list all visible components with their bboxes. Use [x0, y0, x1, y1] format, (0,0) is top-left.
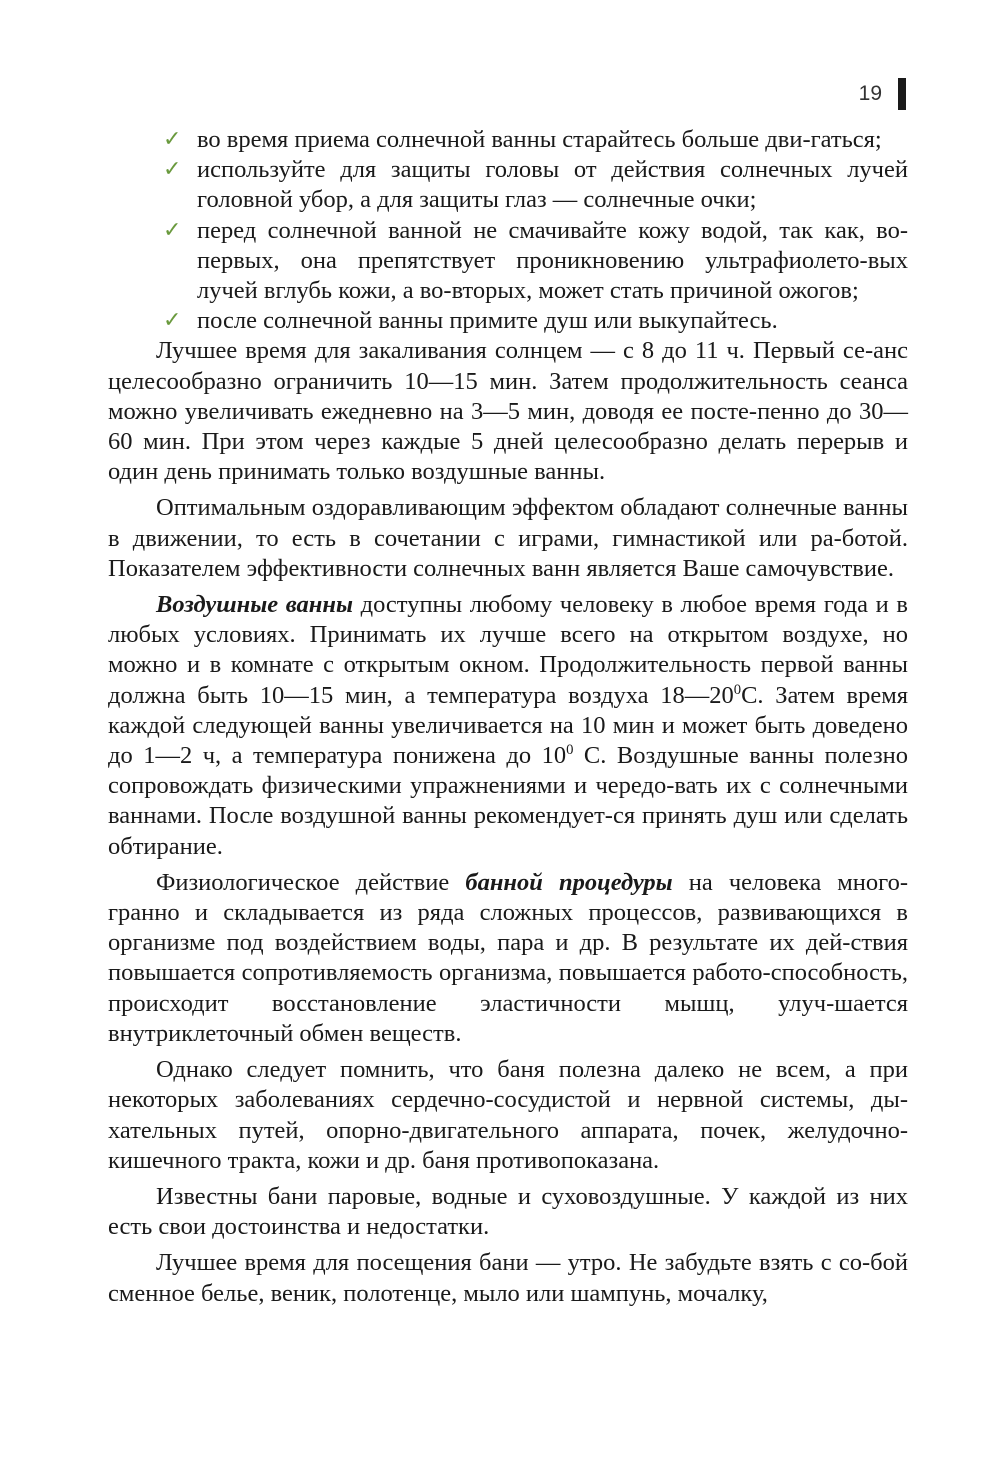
term-bath-procedure: банной процедуры	[465, 868, 673, 896]
check-icon: ✓	[163, 217, 182, 243]
list-item-text: перед солнечной ванной не смачивайте кожу водой, так как, во-первых, она препятствует проникновению ультрафиолето-вых лучей вглубь кожи, а во-вторых, может стать причиной ожогов;	[197, 216, 908, 305]
list-item-text: после солнечной ванны примите душ или выкупайтесь.	[197, 307, 778, 335]
check-icon: ✓	[163, 157, 182, 183]
check-icon: ✓	[163, 308, 182, 334]
list-item	[108, 216, 908, 307]
page-number-bar	[898, 78, 906, 110]
check-icon: ✓	[163, 127, 182, 152]
page-content	[108, 125, 908, 1309]
paragraph-sun-effect: Оптимальным оздоравливающим эффектом обладают солнечные ванны в движении, то есть в сочетании с играми, гимнастикой или ра-ботой. Показателем эффективности солнечных ванн является Ваше самочувствие.	[108, 494, 908, 582]
list-item	[108, 155, 908, 215]
paragraph-text: на человека много-гранно и складывается из ряда сложных процессов, развивающихся в организме под воздействием воды, пара и др. В результате их дей-ствия повышается сопротивляемость организма, повышается работо-способность, происходит восстановление эластичности мышц, улуч-шается внутриклеточный обмен веществ.	[108, 868, 909, 1047]
list-item-text: во время приема солнечной ванны старайтесь больше дви-гаться;	[197, 126, 882, 153]
page-number: 19	[858, 82, 882, 105]
paragraph-text: Физиологическое действие	[156, 868, 466, 896]
paragraph-bath-types: Известны бани паровые, водные и суховоздушные. У каждой из них есть свои достоинства и недостатки.	[108, 1182, 908, 1241]
bullet-list	[108, 125, 908, 336]
paragraph-air-baths	[108, 590, 908, 862]
term-air-baths: Воздушные ванны	[156, 591, 353, 619]
paragraph-bath-physiology	[108, 868, 908, 1049]
paragraph-bath-visit: Лучшее время для посещения бани — утро. Не забудьте взять с со-бой сменное белье, веник, полотенце, мыло или шампунь, мочалку,	[108, 1249, 908, 1307]
paragraph-sun-timing: Лучшее время для закаливания солнцем — с 8 до 11 ч. Первый се-анс целесообразно ограничить 10—15 мин. Затем продолжительность сеанса можно увеличивать ежедневно на 3—5 мин, доводя ее посте-пенно до 30—60 мин. При этом через каждые 5 дней целесообразно делать перерыв и один день принимать только воздушные ванны.	[108, 337, 908, 486]
paragraph-text: С. Затем время каждой следующей ванны увеличивается на 10 мин и может быть доведено до 1—2 ч, а температура понижена до 10	[108, 681, 908, 770]
degree-mark: 0	[733, 681, 742, 698]
list-item-text: используйте для защиты головы от действия солнечных лучей головной убор, а для защиты глаз — солнечные очки;	[197, 156, 908, 214]
list-item	[108, 306, 908, 336]
paragraph-bath-contraindications: Однако следует помнить, что баня полезна далеко не всем, а при некоторых заболеваниях сердечно-сосудистой и нервной системы, ды-хательных путей, опорно-двигательного аппарата, почек, желудочно-кишечного тракта, кожи и др. баня противопоказана.	[108, 1056, 908, 1174]
paragraph-text: С. Воздушные ванны полезно сопровождать физическими упражнениями и чередо-вать их с солнечными ваннами. После воздушной ванны рекомендует-ся принять душ или сделать обтирание.	[108, 742, 908, 860]
list-item	[108, 125, 908, 155]
paragraph-text: доступны любому человеку в любое время года и в любых условиях. Принимать их лучше всего на открытом воздухе, но можно и в комнате с открытым окном. Продолжительность первой ванны должна быть 10—15 мин, а температура воздуха 18—20	[108, 591, 908, 709]
degree-mark: 0	[566, 741, 574, 758]
